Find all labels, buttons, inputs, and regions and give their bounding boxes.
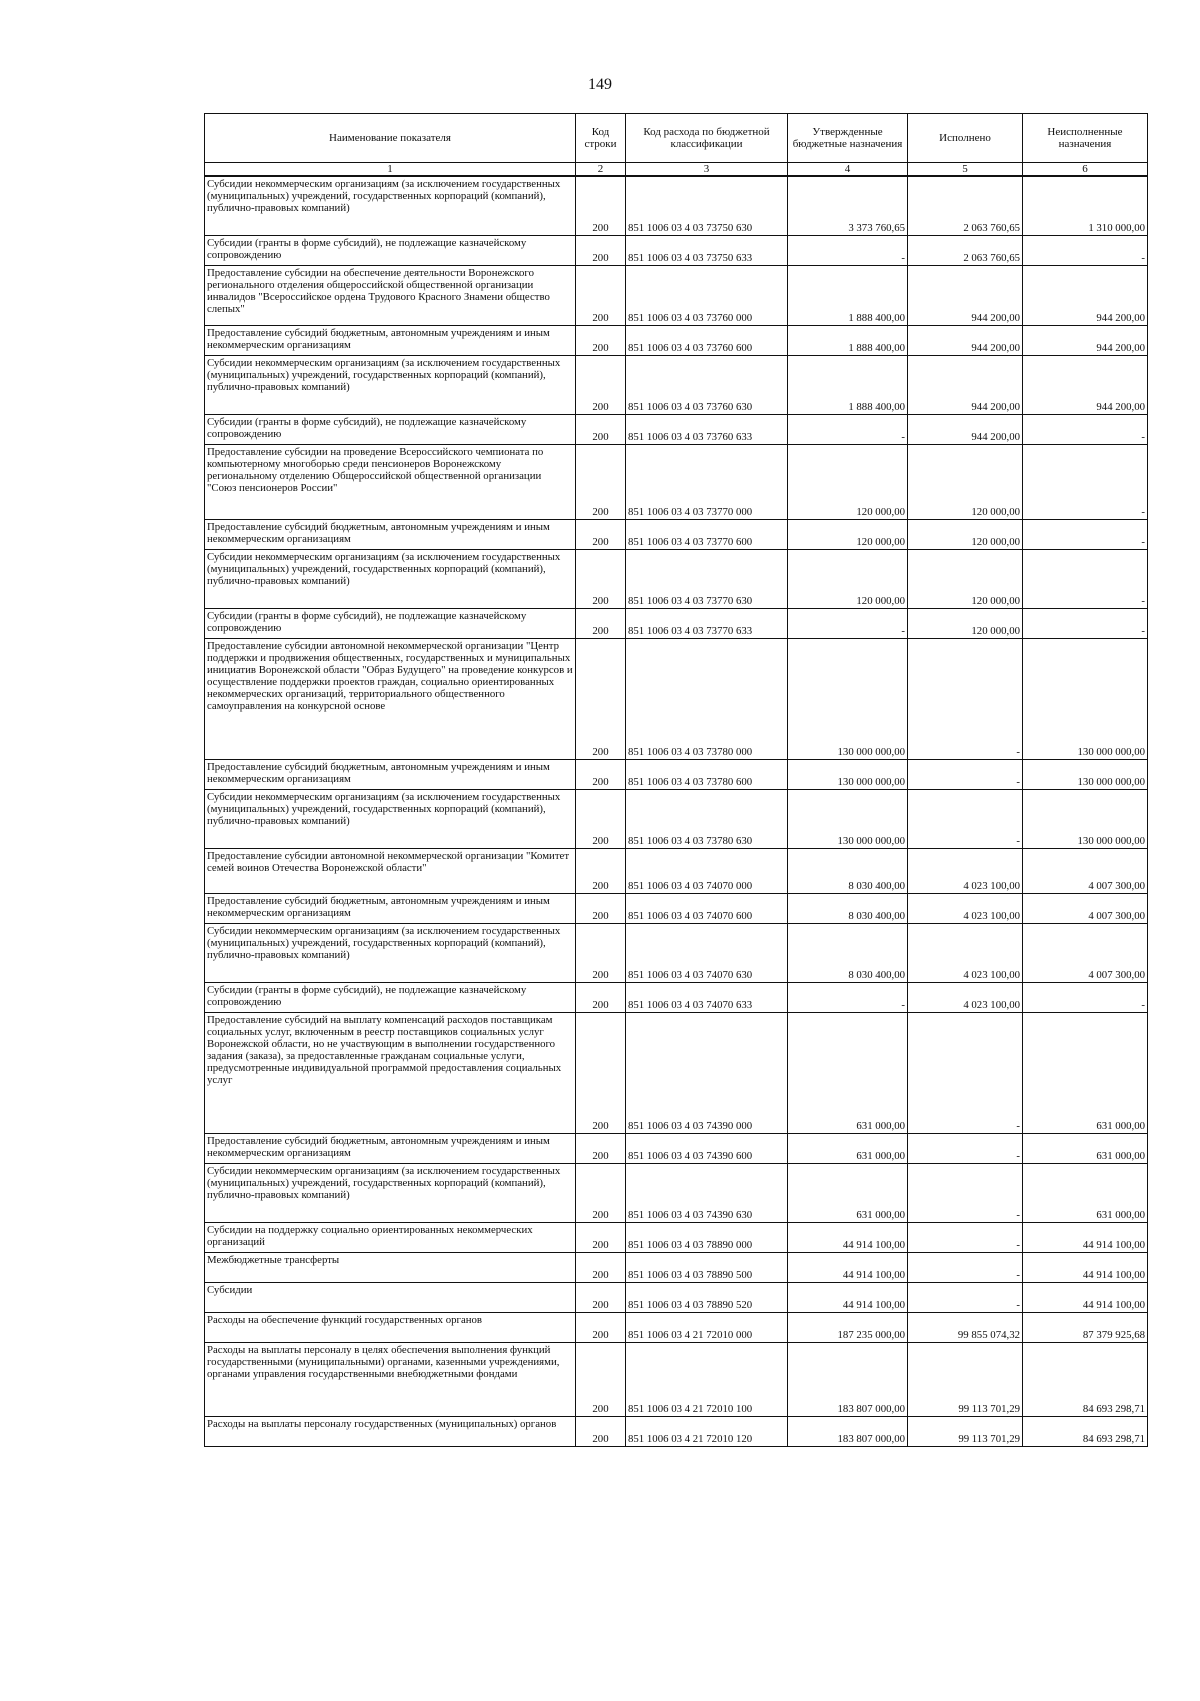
row-line-code: 200 <box>576 1342 626 1416</box>
row-approved: 631 000,00 <box>788 1133 908 1163</box>
table-row <box>205 608 1148 638</box>
table-row <box>205 325 1148 355</box>
row-approved: 1 888 400,00 <box>788 265 908 325</box>
row-approved: 631 000,00 <box>788 1012 908 1133</box>
row-name: Субсидии некоммерческим организациям (за исключением государственных (муниципальных) учреждений, государственных корпораций (компаний), публично-правовых компаний) <box>205 176 576 235</box>
row-budget-code: 851 1006 03 4 03 74070 630 <box>626 923 788 982</box>
row-remaining: 130 000 000,00 <box>1023 789 1148 848</box>
row-approved: 120 000,00 <box>788 519 908 549</box>
row-budget-code: 851 1006 03 4 03 78890 520 <box>626 1282 788 1312</box>
row-approved: 44 914 100,00 <box>788 1252 908 1282</box>
row-name: Субсидии некоммерческим организациям (за исключением государственных (муниципальных) учреждений, государственных корпораций (компаний), публично-правовых компаний) <box>205 1163 576 1222</box>
row-executed: 944 200,00 <box>908 265 1023 325</box>
row-line-code: 200 <box>576 235 626 265</box>
row-executed: 4 023 100,00 <box>908 923 1023 982</box>
row-name: Предоставление субсидий бюджетным, автономным учреждениям и иным некоммерческим организациям <box>205 519 576 549</box>
table-row <box>205 759 1148 789</box>
row-budget-code: 851 1006 03 4 03 73760 000 <box>626 265 788 325</box>
row-budget-code: 851 1006 03 4 03 73770 633 <box>626 608 788 638</box>
row-budget-code: 851 1006 03 4 03 73770 600 <box>626 519 788 549</box>
row-name: Субсидии (гранты в форме субсидий), не подлежащие казначейскому сопровождению <box>205 608 576 638</box>
row-executed: 4 023 100,00 <box>908 893 1023 923</box>
row-budget-code: 851 1006 03 4 03 78890 000 <box>626 1222 788 1252</box>
row-name: Субсидии (гранты в форме субсидий), не подлежащие казначейскому сопровождению <box>205 982 576 1012</box>
row-line-code: 200 <box>576 414 626 444</box>
row-approved: - <box>788 235 908 265</box>
row-approved: 183 807 000,00 <box>788 1416 908 1446</box>
row-remaining: 130 000 000,00 <box>1023 759 1148 789</box>
row-line-code: 200 <box>576 265 626 325</box>
row-remaining: 631 000,00 <box>1023 1133 1148 1163</box>
row-approved: 3 373 760,65 <box>788 176 908 235</box>
header-remaining: Неисполненные назначения <box>1023 114 1148 163</box>
column-number-row <box>205 163 1148 177</box>
header-executed: Исполнено <box>908 114 1023 163</box>
column-number: 3 <box>626 163 788 177</box>
row-executed: 99 855 074,32 <box>908 1312 1023 1342</box>
row-line-code: 200 <box>576 1252 626 1282</box>
row-name: Предоставление субсидии на проведение Всероссийского чемпионата по компьютерному многоборью среди пенсионеров Воронежскому региональному отделению Общероссийской общественной организации "Союз пенсионеров России" <box>205 444 576 519</box>
row-line-code: 200 <box>576 1416 626 1446</box>
row-approved: 44 914 100,00 <box>788 1282 908 1312</box>
table-row <box>205 638 1148 759</box>
row-approved: - <box>788 414 908 444</box>
header-line-code: Код строки <box>576 114 626 163</box>
row-executed: 944 200,00 <box>908 414 1023 444</box>
row-line-code: 200 <box>576 638 626 759</box>
row-approved: 631 000,00 <box>788 1163 908 1222</box>
table-row <box>205 893 1148 923</box>
row-executed: 944 200,00 <box>908 325 1023 355</box>
row-executed: - <box>908 789 1023 848</box>
row-remaining: 4 007 300,00 <box>1023 923 1148 982</box>
row-executed: 120 000,00 <box>908 549 1023 608</box>
row-budget-code: 851 1006 03 4 03 73750 630 <box>626 176 788 235</box>
row-remaining: - <box>1023 414 1148 444</box>
row-line-code: 200 <box>576 444 626 519</box>
row-remaining: 87 379 925,68 <box>1023 1312 1148 1342</box>
row-approved: 1 888 400,00 <box>788 325 908 355</box>
row-budget-code: 851 1006 03 4 03 73750 633 <box>626 235 788 265</box>
row-remaining: 944 200,00 <box>1023 325 1148 355</box>
row-approved: - <box>788 608 908 638</box>
row-line-code: 200 <box>576 759 626 789</box>
row-line-code: 200 <box>576 1282 626 1312</box>
row-budget-code: 851 1006 03 4 21 72010 120 <box>626 1416 788 1446</box>
row-executed: 120 000,00 <box>908 444 1023 519</box>
table-row <box>205 265 1148 325</box>
column-number: 5 <box>908 163 1023 177</box>
row-budget-code: 851 1006 03 4 03 73760 600 <box>626 325 788 355</box>
table-row <box>205 1282 1148 1312</box>
row-budget-code: 851 1006 03 4 03 73780 000 <box>626 638 788 759</box>
row-line-code: 200 <box>576 355 626 414</box>
table-row <box>205 444 1148 519</box>
row-budget-code: 851 1006 03 4 03 74390 600 <box>626 1133 788 1163</box>
row-executed: - <box>908 1163 1023 1222</box>
row-remaining: 631 000,00 <box>1023 1012 1148 1133</box>
table-row <box>205 414 1148 444</box>
row-name: Субсидии <box>205 1282 576 1312</box>
row-line-code: 200 <box>576 1133 626 1163</box>
table-row <box>205 982 1148 1012</box>
table-row <box>205 1416 1148 1446</box>
row-remaining: - <box>1023 235 1148 265</box>
header-budget-code: Код расхода по бюджетной классификации <box>626 114 788 163</box>
page-number: 149 <box>588 76 612 93</box>
row-budget-code: 851 1006 03 4 03 74070 633 <box>626 982 788 1012</box>
row-budget-code: 851 1006 03 4 03 73780 600 <box>626 759 788 789</box>
row-name: Предоставление субсидии на обеспечение деятельности Воронежского регионального отделения общероссийской общественной организации инвалидов "Всероссийское ордена Трудового Красного Знамени общество слепых" <box>205 265 576 325</box>
row-line-code: 200 <box>576 1222 626 1252</box>
table-row <box>205 848 1148 893</box>
table-row <box>205 519 1148 549</box>
row-name: Расходы на выплаты персоналу в целях обеспечения выполнения функций государственными (муниципальными) органами, казенными учреждениями, органами управления государственными внебюджетными фондами <box>205 1342 576 1416</box>
row-budget-code: 851 1006 03 4 21 72010 000 <box>626 1312 788 1342</box>
row-line-code: 200 <box>576 325 626 355</box>
row-approved: 183 807 000,00 <box>788 1342 908 1416</box>
row-approved: 120 000,00 <box>788 444 908 519</box>
row-name: Расходы на обеспечение функций государственных органов <box>205 1312 576 1342</box>
row-budget-code: 851 1006 03 4 03 74390 000 <box>626 1012 788 1133</box>
row-executed: 4 023 100,00 <box>908 982 1023 1012</box>
row-name: Предоставление субсидий бюджетным, автономным учреждениям и иным некоммерческим организациям <box>205 893 576 923</box>
table-row <box>205 176 1148 235</box>
row-name: Предоставление субсидии автономной некоммерческой организации "Комитет семей воинов Отечества Воронежской области" <box>205 848 576 893</box>
row-name: Предоставление субсидий на выплату компенсаций расходов поставщикам социальных услуг, включенным в реестр поставщиков социальных услуг Воронежской области, но не участвующим в выполнении государственного задания (заказа), за предоставленные гражданам социальные услуги, предусмотренные индивидуальной программой предоставления социальных услуг <box>205 1012 576 1133</box>
row-remaining: 944 200,00 <box>1023 355 1148 414</box>
row-remaining: 84 693 298,71 <box>1023 1342 1148 1416</box>
row-remaining: - <box>1023 549 1148 608</box>
row-line-code: 200 <box>576 1312 626 1342</box>
table-body <box>205 176 1148 1446</box>
row-approved: 1 888 400,00 <box>788 355 908 414</box>
row-executed: - <box>908 1282 1023 1312</box>
row-name: Предоставление субсидий бюджетным, автономным учреждениям и иным некоммерческим организациям <box>205 1133 576 1163</box>
row-name: Межбюджетные трансферты <box>205 1252 576 1282</box>
row-executed: - <box>908 638 1023 759</box>
row-name: Субсидии на поддержку социально ориентированных некоммерческих организаций <box>205 1222 576 1252</box>
row-approved: 130 000 000,00 <box>788 759 908 789</box>
row-line-code: 200 <box>576 982 626 1012</box>
row-budget-code: 851 1006 03 4 03 74390 630 <box>626 1163 788 1222</box>
column-number: 2 <box>576 163 626 177</box>
row-line-code: 200 <box>576 519 626 549</box>
row-remaining: 84 693 298,71 <box>1023 1416 1148 1446</box>
row-remaining: - <box>1023 444 1148 519</box>
row-line-code: 200 <box>576 549 626 608</box>
row-approved: 44 914 100,00 <box>788 1222 908 1252</box>
row-budget-code: 851 1006 03 4 03 73760 633 <box>626 414 788 444</box>
row-approved: 130 000 000,00 <box>788 789 908 848</box>
row-remaining: - <box>1023 608 1148 638</box>
table-row <box>205 1342 1148 1416</box>
row-line-code: 200 <box>576 176 626 235</box>
row-name: Субсидии некоммерческим организациям (за исключением государственных (муниципальных) учреждений, государственных корпораций (компаний), публично-правовых компаний) <box>205 549 576 608</box>
table-row <box>205 1163 1148 1222</box>
row-remaining: 944 200,00 <box>1023 265 1148 325</box>
row-name: Субсидии (гранты в форме субсидий), не подлежащие казначейскому сопровождению <box>205 414 576 444</box>
row-budget-code: 851 1006 03 4 03 73760 630 <box>626 355 788 414</box>
table-row <box>205 1133 1148 1163</box>
row-approved: - <box>788 982 908 1012</box>
row-budget-code: 851 1006 03 4 03 73770 000 <box>626 444 788 519</box>
row-approved: 8 030 400,00 <box>788 923 908 982</box>
row-remaining: 4 007 300,00 <box>1023 848 1148 893</box>
row-name: Предоставление субсидии автономной некоммерческой организации "Центр поддержки и продвижения общественных, государственных и муниципальных инициатив Воронежской области "Образ Будущего" на проведение конкурсов и осуществление поддержки проектов граждан, социально ориентированных некоммерческих организаций, территориального общественного самоуправления на конкурсной основе <box>205 638 576 759</box>
row-approved: 8 030 400,00 <box>788 848 908 893</box>
row-remaining: 44 914 100,00 <box>1023 1282 1148 1312</box>
row-remaining: 44 914 100,00 <box>1023 1252 1148 1282</box>
row-remaining: 4 007 300,00 <box>1023 893 1148 923</box>
row-budget-code: 851 1006 03 4 03 78890 500 <box>626 1252 788 1282</box>
row-approved: 130 000 000,00 <box>788 638 908 759</box>
table-row <box>205 235 1148 265</box>
table-row <box>205 549 1148 608</box>
row-executed: - <box>908 1222 1023 1252</box>
row-executed: - <box>908 1133 1023 1163</box>
row-budget-code: 851 1006 03 4 21 72010 100 <box>626 1342 788 1416</box>
row-name: Расходы на выплаты персоналу государственных (муниципальных) органов <box>205 1416 576 1446</box>
budget-execution-table <box>204 113 1148 1447</box>
row-line-code: 200 <box>576 789 626 848</box>
row-budget-code: 851 1006 03 4 03 73770 630 <box>626 549 788 608</box>
row-approved: 187 235 000,00 <box>788 1312 908 1342</box>
row-executed: 120 000,00 <box>908 519 1023 549</box>
row-name: Субсидии некоммерческим организациям (за исключением государственных (муниципальных) учреждений, государственных корпораций (компаний), публично-правовых компаний) <box>205 789 576 848</box>
header-name: Наименование показателя <box>205 114 576 163</box>
row-name: Субсидии некоммерческим организациям (за исключением государственных (муниципальных) учреждений, государственных корпораций (компаний), публично-правовых компаний) <box>205 923 576 982</box>
row-name: Предоставление субсидий бюджетным, автономным учреждениям и иным некоммерческим организациям <box>205 759 576 789</box>
row-executed: - <box>908 1012 1023 1133</box>
row-line-code: 200 <box>576 923 626 982</box>
row-executed: 4 023 100,00 <box>908 848 1023 893</box>
row-executed: 120 000,00 <box>908 608 1023 638</box>
row-remaining: 44 914 100,00 <box>1023 1222 1148 1252</box>
header-approved: Утвержденные бюджетные назначения <box>788 114 908 163</box>
row-remaining: 130 000 000,00 <box>1023 638 1148 759</box>
row-line-code: 200 <box>576 1012 626 1133</box>
table-row <box>205 1012 1148 1133</box>
table-row <box>205 1222 1148 1252</box>
row-remaining: - <box>1023 982 1148 1012</box>
row-executed: 2 063 760,65 <box>908 235 1023 265</box>
table-row <box>205 923 1148 982</box>
row-name: Предоставление субсидий бюджетным, автономным учреждениям и иным некоммерческим организациям <box>205 325 576 355</box>
row-name: Субсидии некоммерческим организациям (за исключением государственных (муниципальных) учреждений, государственных корпораций (компаний), публично-правовых компаний) <box>205 355 576 414</box>
row-remaining: 631 000,00 <box>1023 1163 1148 1222</box>
row-executed: 99 113 701,29 <box>908 1342 1023 1416</box>
row-budget-code: 851 1006 03 4 03 73780 630 <box>626 789 788 848</box>
row-line-code: 200 <box>576 848 626 893</box>
row-executed: 944 200,00 <box>908 355 1023 414</box>
column-number: 4 <box>788 163 908 177</box>
row-approved: 120 000,00 <box>788 549 908 608</box>
row-remaining: - <box>1023 519 1148 549</box>
table-row <box>205 1312 1148 1342</box>
table-header-row <box>205 114 1148 163</box>
column-number: 1 <box>205 163 576 177</box>
row-line-code: 200 <box>576 1163 626 1222</box>
row-executed: 2 063 760,65 <box>908 176 1023 235</box>
row-name: Субсидии (гранты в форме субсидий), не подлежащие казначейскому сопровождению <box>205 235 576 265</box>
row-executed: - <box>908 1252 1023 1282</box>
row-line-code: 200 <box>576 608 626 638</box>
row-approved: 8 030 400,00 <box>788 893 908 923</box>
table-row <box>205 789 1148 848</box>
row-remaining: 1 310 000,00 <box>1023 176 1148 235</box>
table-row <box>205 1252 1148 1282</box>
table-row <box>205 355 1148 414</box>
column-number: 6 <box>1023 163 1148 177</box>
row-executed: - <box>908 759 1023 789</box>
row-executed: 99 113 701,29 <box>908 1416 1023 1446</box>
row-budget-code: 851 1006 03 4 03 74070 600 <box>626 893 788 923</box>
row-line-code: 200 <box>576 893 626 923</box>
row-budget-code: 851 1006 03 4 03 74070 000 <box>626 848 788 893</box>
